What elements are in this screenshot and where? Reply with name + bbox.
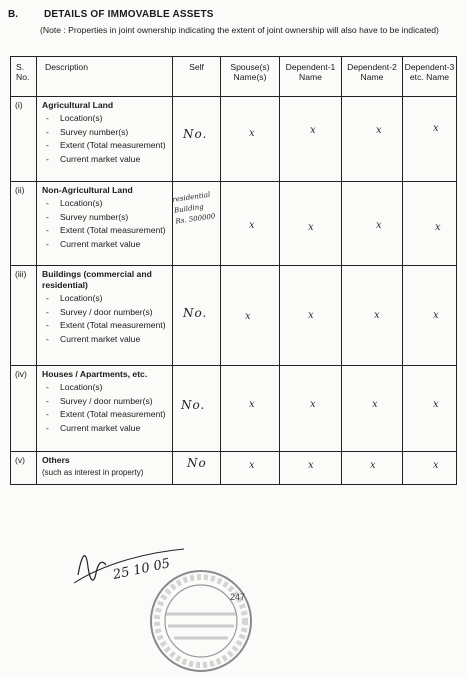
dependent-2-cell bbox=[342, 266, 403, 366]
cross-mark: x bbox=[435, 222, 441, 233]
row-sno: (ii) bbox=[11, 182, 37, 266]
field-list bbox=[42, 113, 168, 164]
asset-category-subtitle: (such as interest in property) bbox=[42, 468, 144, 477]
cross-mark: x bbox=[433, 310, 439, 321]
section-letter: B. bbox=[8, 9, 18, 20]
seal-number: 247 bbox=[230, 592, 246, 602]
self-note-line: Building bbox=[173, 202, 205, 215]
row-sno: (v) bbox=[11, 452, 37, 485]
field-item: - Location(s) bbox=[42, 382, 168, 392]
cross-mark: x bbox=[249, 128, 255, 139]
cross-mark: x bbox=[308, 310, 314, 321]
field-item: - Survey / door number(s) bbox=[42, 307, 168, 317]
spouse-cell bbox=[221, 97, 280, 182]
dependent-1-cell bbox=[280, 182, 342, 266]
cross-mark: x bbox=[249, 460, 255, 471]
cross-mark: x bbox=[374, 310, 380, 321]
asset-category: Buildings (commercial and residential) bbox=[42, 269, 152, 290]
self-entry: No. bbox=[183, 127, 208, 141]
header-dependent-2: Dependent-2 Name bbox=[342, 57, 403, 97]
table-row bbox=[11, 366, 457, 452]
self-cell bbox=[173, 452, 221, 485]
cross-mark: x bbox=[308, 460, 314, 471]
header-dependent-3: Dependent-3 etc. Name bbox=[403, 57, 457, 97]
cross-mark: x bbox=[370, 460, 376, 471]
dependent-1-cell bbox=[280, 97, 342, 182]
field-item: - Extent (Total measurement) bbox=[42, 225, 168, 235]
dependent-3-cell bbox=[403, 182, 457, 266]
self-cell bbox=[173, 266, 221, 366]
dependent-3-cell bbox=[403, 97, 457, 182]
self-cell bbox=[173, 97, 221, 182]
header-description: Description bbox=[37, 57, 173, 97]
field-item: - Survey / door number(s) bbox=[42, 396, 168, 406]
table-row bbox=[11, 452, 457, 485]
spouse-cell bbox=[221, 182, 280, 266]
field-item: - Location(s) bbox=[42, 113, 168, 123]
row-description bbox=[37, 97, 173, 182]
dependent-2-cell bbox=[342, 182, 403, 266]
spouse-cell bbox=[221, 266, 280, 366]
field-item: - Current market value bbox=[42, 423, 168, 433]
header-self: Self bbox=[173, 57, 221, 97]
row-sno: (i) bbox=[11, 97, 37, 182]
asset-category: Others bbox=[42, 455, 70, 465]
dependent-3-cell bbox=[403, 366, 457, 452]
field-list bbox=[42, 382, 168, 433]
self-note-line: Rs. 500000 bbox=[175, 212, 216, 226]
asset-category: Agricultural Land bbox=[42, 100, 114, 110]
asset-category: Houses / Apartments, etc. bbox=[42, 369, 148, 379]
cross-mark: x bbox=[433, 399, 439, 410]
self-cell bbox=[173, 366, 221, 452]
cross-mark: x bbox=[249, 399, 255, 410]
self-entry: No. bbox=[181, 398, 206, 412]
field-item: - Extent (Total measurement) bbox=[42, 320, 168, 330]
self-note-line: residential bbox=[172, 190, 211, 204]
row-sno: (iv) bbox=[11, 366, 37, 452]
field-item: - Survey number(s) bbox=[42, 127, 168, 137]
asset-category: Non-Agricultural Land bbox=[42, 185, 133, 195]
field-item: - Current market value bbox=[42, 154, 168, 164]
cross-mark: x bbox=[433, 123, 439, 134]
field-list bbox=[42, 198, 168, 249]
table-row bbox=[11, 97, 457, 182]
table-row bbox=[11, 182, 457, 266]
field-item: - Extent (Total measurement) bbox=[42, 409, 168, 419]
cross-mark: x bbox=[245, 311, 251, 322]
cross-mark: x bbox=[310, 125, 316, 136]
header-spouse: Spouse(s) Name(s) bbox=[221, 57, 280, 97]
cross-mark: x bbox=[310, 399, 316, 410]
field-item: - Location(s) bbox=[42, 198, 168, 208]
field-item: - Survey number(s) bbox=[42, 212, 168, 222]
table-header-row bbox=[11, 57, 457, 97]
field-item: - Current market value bbox=[42, 239, 168, 249]
dependent-1-cell bbox=[280, 366, 342, 452]
cross-mark: x bbox=[376, 220, 382, 231]
dependent-2-cell bbox=[342, 366, 403, 452]
row-description bbox=[37, 366, 173, 452]
dependent-1-cell bbox=[280, 266, 342, 366]
row-sno: (iii) bbox=[11, 266, 37, 366]
spouse-cell bbox=[221, 452, 280, 485]
cross-mark: x bbox=[249, 220, 255, 231]
header-dependent-1: Dependent-1 Name bbox=[280, 57, 342, 97]
spouse-cell bbox=[221, 366, 280, 452]
signature-date: 25 10 05 bbox=[111, 556, 172, 583]
cross-mark: x bbox=[308, 222, 314, 233]
self-entry: No bbox=[187, 456, 207, 470]
notary-seal bbox=[146, 566, 256, 676]
table-row bbox=[11, 266, 457, 366]
dependent-2-cell bbox=[342, 452, 403, 485]
cross-mark: x bbox=[376, 125, 382, 136]
dependent-3-cell bbox=[403, 452, 457, 485]
field-item: - Extent (Total measurement) bbox=[42, 140, 168, 150]
row-description bbox=[37, 266, 173, 366]
self-cell bbox=[173, 182, 221, 266]
row-description bbox=[37, 182, 173, 266]
cross-mark: x bbox=[433, 460, 439, 471]
self-handwritten-note bbox=[172, 189, 216, 227]
dependent-3-cell bbox=[403, 266, 457, 366]
row-description bbox=[37, 452, 173, 485]
cross-mark: x bbox=[372, 399, 378, 410]
field-item: - Current market value bbox=[42, 334, 168, 344]
dependent-1-cell bbox=[280, 452, 342, 485]
field-list bbox=[42, 293, 168, 344]
field-item: - Location(s) bbox=[42, 293, 168, 303]
header-sno: S. No. bbox=[11, 57, 37, 97]
self-entry: No. bbox=[183, 306, 208, 320]
immovable-assets-table bbox=[10, 56, 457, 485]
dependent-2-cell bbox=[342, 97, 403, 182]
section-title: DETAILS OF IMMOVABLE ASSETS bbox=[44, 9, 214, 20]
section-note: (Note : Properties in joint ownership indicating the extent of joint ownership will also have to be indicated) bbox=[40, 25, 439, 35]
